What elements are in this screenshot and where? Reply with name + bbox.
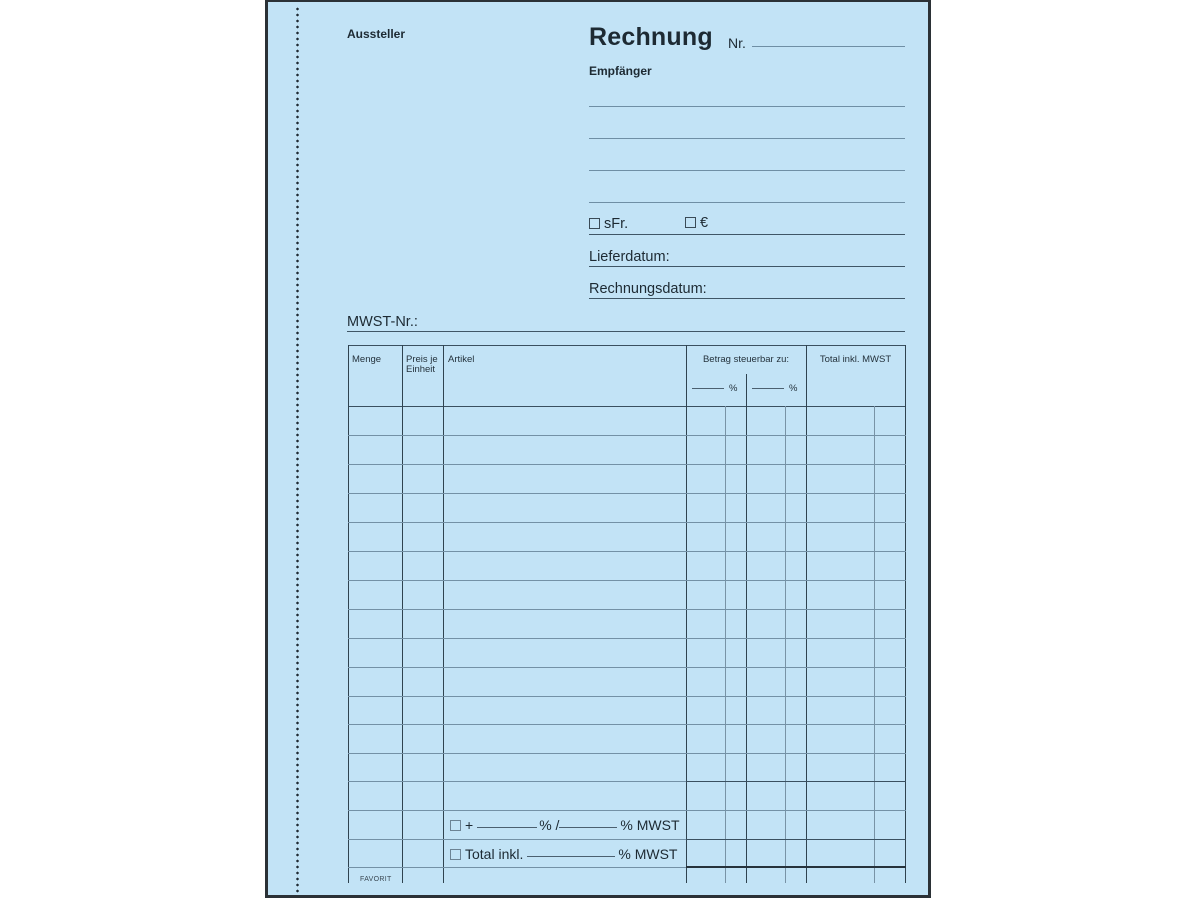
perforation-line: [296, 6, 299, 893]
brand-label: FAVORIT: [360, 876, 392, 883]
col-border-rate2-cents: [785, 406, 786, 883]
recipient-line-4[interactable]: [589, 202, 905, 203]
total-incl-suffix: % MWST: [618, 846, 678, 862]
header-rate-2: [752, 384, 797, 394]
invoice-form-sheet: [265, 0, 931, 898]
header-article: Artikel: [448, 354, 475, 365]
header-unit-price: Preis je Einheit: [406, 354, 438, 375]
table-row[interactable]: [348, 753, 906, 754]
plus-vat-rate-1-field[interactable]: [477, 827, 537, 828]
table-header-border: [348, 406, 906, 407]
rate-2-percent: %: [789, 383, 798, 394]
rate-2-blank[interactable]: [752, 388, 784, 389]
table-row[interactable]: [348, 638, 906, 639]
table-row[interactable]: [348, 781, 686, 782]
header-quantity: Menge: [352, 354, 382, 365]
table-row[interactable]: [348, 493, 906, 494]
plus-vat-rate-2-field[interactable]: [559, 827, 617, 828]
recipient-line-3[interactable]: [589, 170, 905, 171]
table-row[interactable]: [348, 522, 906, 523]
table-row[interactable]: [348, 810, 906, 811]
table-row[interactable]: [348, 464, 906, 465]
table-row[interactable]: [348, 724, 906, 725]
page-title: Rechnung: [589, 23, 713, 51]
issuer-label: Aussteller: [347, 27, 406, 41]
delivery-date-field[interactable]: [589, 266, 905, 267]
table-row[interactable]: [348, 580, 906, 581]
rate-1-blank[interactable]: [692, 388, 724, 389]
plus-vat-mid: % /: [539, 817, 560, 833]
grand-total-separator: [686, 866, 906, 868]
checkbox-icon[interactable]: [589, 218, 600, 229]
header-rate-1: [692, 384, 737, 394]
invoice-date-field[interactable]: [589, 298, 905, 299]
invoice-date-label: Rechnungsdatum:: [589, 281, 707, 297]
currency-chf-label: sFr.: [604, 216, 629, 232]
total-incl-prefix: Total inkl.: [465, 846, 524, 862]
recipient-line-2[interactable]: [589, 138, 905, 139]
checkbox-icon[interactable]: [450, 820, 461, 831]
col-border-rate2: [806, 345, 807, 883]
subtotal-separator: [686, 781, 906, 782]
checkbox-icon[interactable]: [450, 849, 461, 860]
vat-number-label: MWST-Nr.:: [347, 314, 418, 330]
table-row[interactable]: [348, 839, 686, 840]
recipient-line-1[interactable]: [589, 106, 905, 107]
header-total: Total inkl. MWST: [819, 354, 892, 365]
table-row[interactable]: [348, 696, 906, 697]
currency-underline: [589, 234, 905, 235]
currency-eur-label: €: [700, 215, 709, 231]
col-border-right: [905, 345, 906, 883]
checkbox-icon[interactable]: [685, 217, 696, 228]
currency-option-chf[interactable]: [589, 216, 628, 232]
table-row[interactable]: [348, 435, 906, 436]
invoice-number-label: Nr.: [728, 35, 746, 51]
total-incl-row: [450, 846, 677, 862]
currency-option-eur[interactable]: [685, 215, 708, 231]
recipient-label: Empfänger: [589, 64, 652, 78]
col-border-unit-price: [443, 345, 444, 883]
table-row[interactable]: [348, 667, 906, 668]
col-border-rate1-cents: [725, 406, 726, 883]
rate-1-percent: %: [729, 383, 738, 394]
delivery-date-label: Lieferdatum:: [589, 249, 670, 265]
total-incl-rate-field[interactable]: [527, 856, 615, 857]
col-border-rate1: [746, 374, 747, 883]
table-row[interactable]: [348, 867, 686, 868]
header-taxable-amount: Betrag steuerbar zu:: [702, 354, 790, 365]
vat-separator: [686, 839, 906, 840]
table-row[interactable]: [348, 551, 906, 552]
invoice-number-field[interactable]: [752, 46, 905, 47]
col-border-left: [348, 345, 349, 883]
col-border-article: [686, 345, 687, 883]
table-top-border: [348, 345, 906, 346]
plus-vat-suffix: % MWST: [620, 817, 680, 833]
col-border-total-cents: [874, 406, 875, 883]
table-row[interactable]: [348, 609, 906, 610]
col-border-quantity: [402, 345, 403, 883]
vat-number-field[interactable]: [347, 331, 905, 332]
plus-vat-prefix: +: [465, 817, 474, 833]
plus-vat-row: [450, 817, 680, 833]
